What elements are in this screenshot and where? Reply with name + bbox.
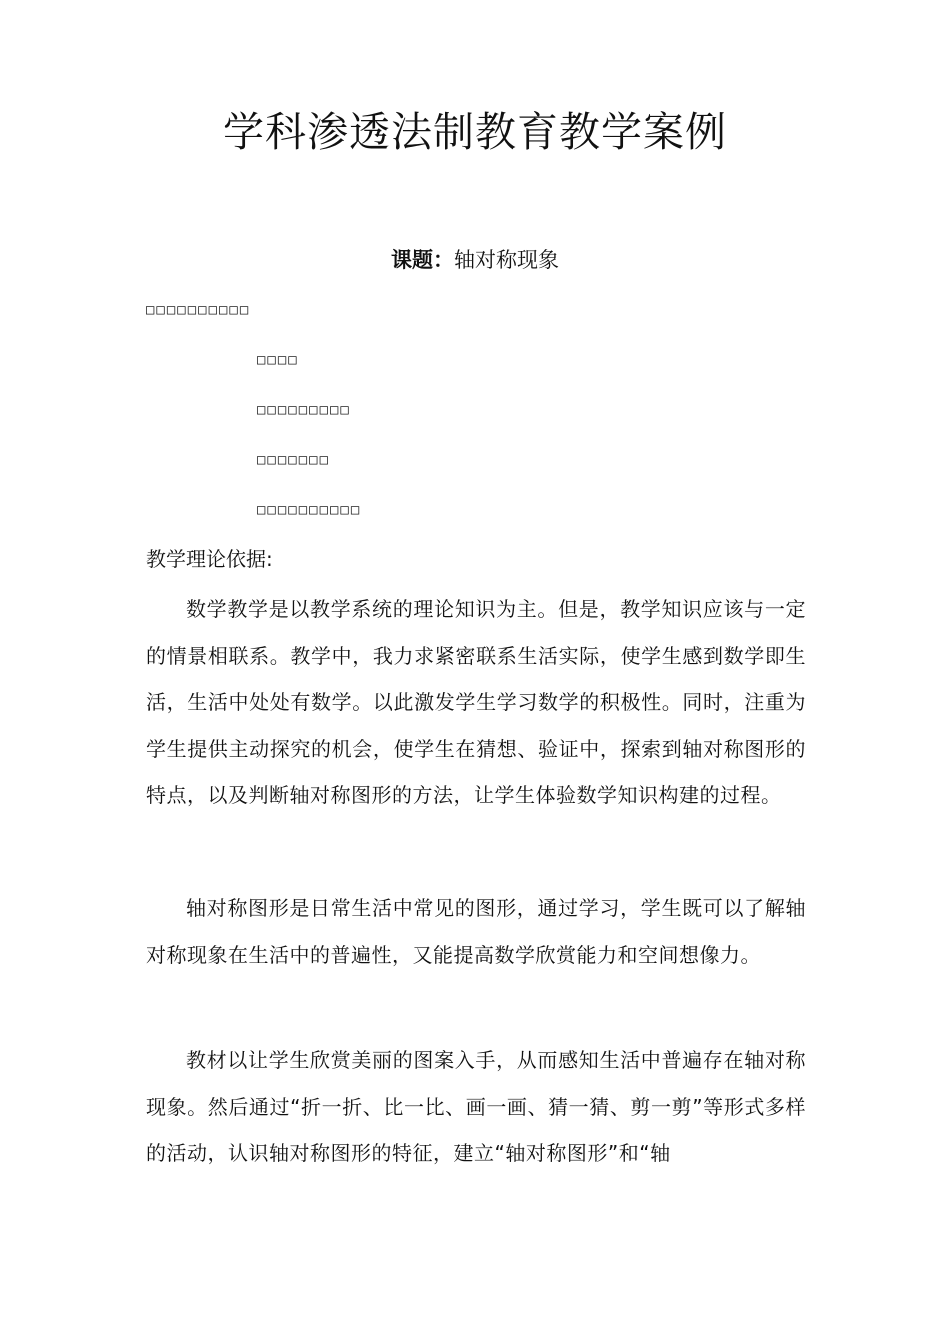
section-heading: 教学理论依据: bbox=[146, 547, 273, 571]
document-title: 学科渗透法制教育教学案例 bbox=[223, 108, 727, 156]
meta-line-5: □□□□□□□□□□ bbox=[257, 502, 362, 518]
body-paragraph-3: 教材以让学生欣赏美丽的图案入手，从而感知生活中普遍存在轴对称现象。然后通过“折一折、比一比、画一画、猜一猜、剪一剪”等形式多样的活动，认识轴对称图形的特征，建立“轴对称图形”和“轴 bbox=[146, 1048, 806, 1165]
subject-value: 轴对称现象 bbox=[454, 248, 559, 272]
body-paragraph-1: 数学教学是以教学系统的理论知识为主。但是，教学知识应该与一定的情景相联系。教学中，我力求紧密联系生活实际，使学生感到数学即生活，生活中处处有数学。以此激发学生学习数学的积极性。同时，注重为学生提供主动探究的机会，使学生在猜想、验证中，探索到轴对称图形的特点，以及判断轴对称图形的方法，让学生体验数学知识构建的过程。 bbox=[146, 597, 806, 807]
meta-line-2: □□□□ bbox=[257, 352, 299, 368]
body-paragraph-2: 轴对称图形是日常生活中常见的图形，通过学习，学生既可以了解轴对称现象在生活中的普遍性，又能提高数学欣赏能力和空间想像力。 bbox=[146, 896, 806, 967]
meta-line-1: □□□□□□□□□□ bbox=[146, 302, 251, 318]
subject-label: 课题： bbox=[391, 248, 454, 272]
lesson-subject bbox=[0, 245, 950, 275]
meta-line-4: □□□□□□□ bbox=[257, 452, 331, 468]
meta-line-3: □□□□□□□□□ bbox=[257, 402, 351, 418]
